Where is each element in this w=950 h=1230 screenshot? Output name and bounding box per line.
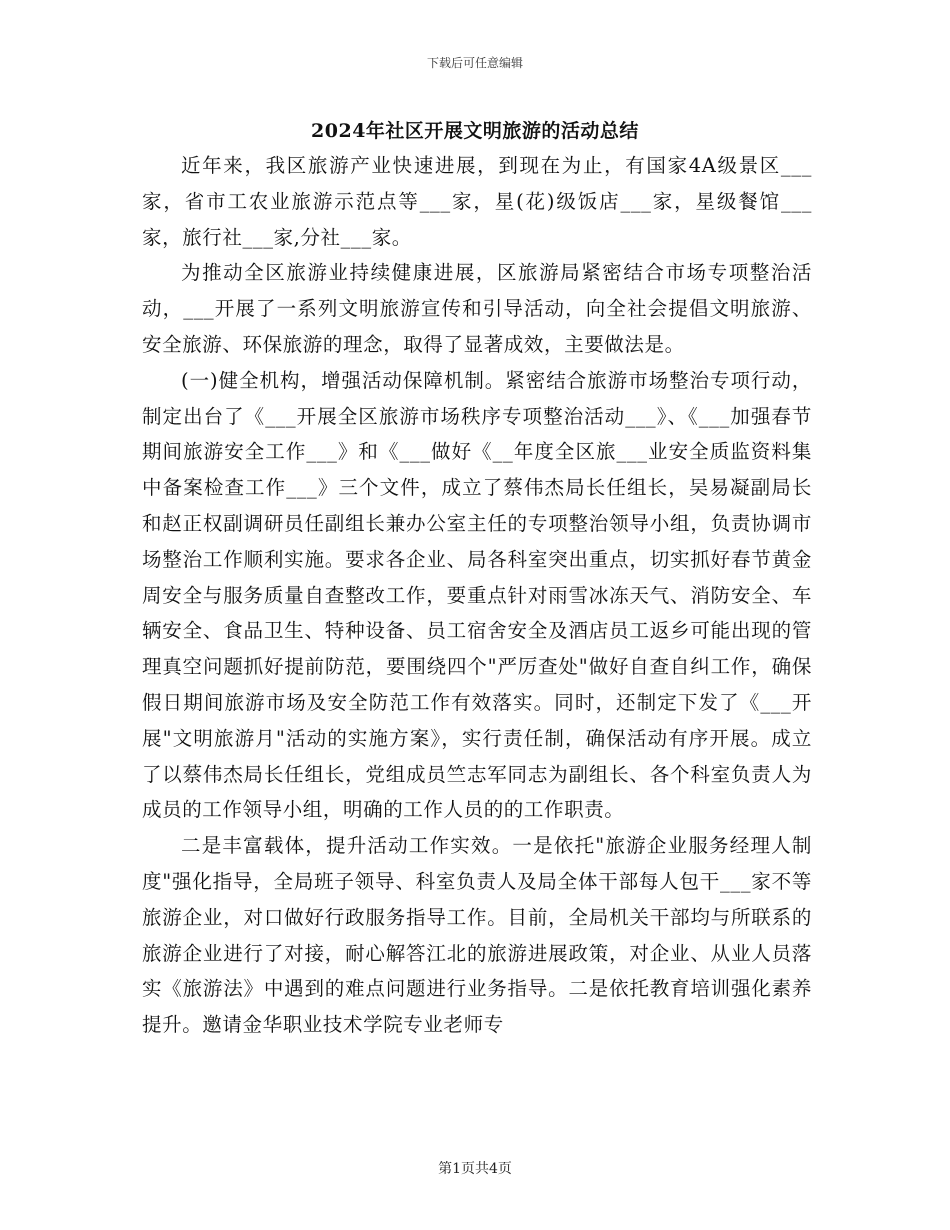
paragraph: (一)健全机构，增强活动保障机制。紧密结合旅游市场整治专项行动，制定出台了《___开展全区旅游市场秩序专项整治活动___》、《___加强春节期间旅游安全工作___》和《___做好《__年度全区旅___业安全质监资料集中备案检查工作___》三个文件，成立了蔡伟杰局长任组长，吴易凝副局长和赵正权副调研员任副组长兼办公室主任的专项整治领导小组，负责协调市场整治工作顺利实施。要求各企业、局各科室突出重点，切实抓好春节黄金周安全与服务质量自查整改工作，要重点针对雨雪冰冻天气、消防安全、车辆安全、食品卫生、特种设备、员工宿舍安全及酒店员工返乡可能出现的管理真空问题抓好提前防范，要围绕四个"严厉查处"做好自查自纠工作，确保假日期间旅游市场及安全防范工作有效落实。同时，还制定下发了《___开展"文明旅游月"活动的实施方案》，实行责任制，确保活动有序开展。成立了以蔡伟杰局长任组长，党组成员竺志军同志为副组长、各个科室负责人为成员的工作领导小组，明确的工作人员的的工作职责。 bbox=[142, 368, 812, 822]
paragraph: 为推动全区旅游业持续健康进展，区旅游局紧密结合市场专项整治活动，___开展了一系列文明旅游宣传和引导活动，向全社会提倡文明旅游、安全旅游、环保旅游的理念，取得了显著成效，主要做法是。 bbox=[142, 261, 812, 356]
header-note: 下载后可任意编辑 bbox=[426, 56, 523, 70]
paragraph: 二是丰富载体，提升活动工作实效。一是依托"旅游企业服务经理人制度"强化指导，全局班子领导、科室负责人及局全体干部每人包干___家不等旅游企业，对口做好行政服务指导工作。目前，全局机关干部均与所联系的旅游企业进行了对接，耐心解答江北的旅游进展政策，对企业、从业人员落实《旅游法》中遇到的难点问题进行业务指导。二是依托教育培训强化素养提升。邀请金华职业技术学院专业老师专 bbox=[142, 834, 812, 1037]
page-number: 第1页共4页 bbox=[438, 1161, 512, 1177]
paragraph: 近年来，我区旅游产业快速进展，到现在为止，有国家4A级景区___家，省市工农业旅游示范点等___家，星(花)级饭店___家，星级餐馆___家，旅行社___家,分社___家。 bbox=[142, 154, 812, 249]
document-title: 2024年社区开展文明旅游的活动总结 bbox=[311, 120, 639, 142]
document-body bbox=[142, 148, 812, 1043]
